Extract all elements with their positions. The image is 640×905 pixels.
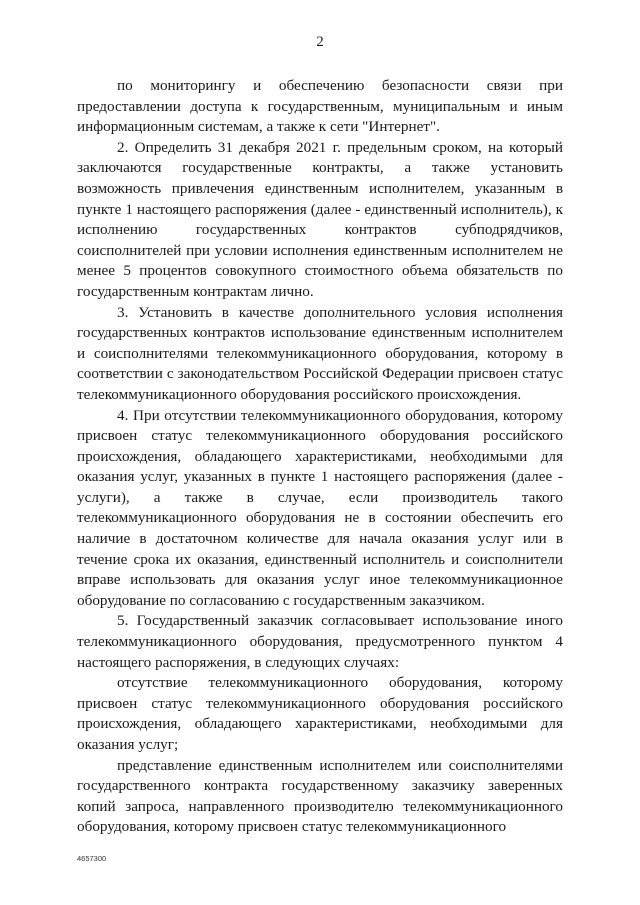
paragraph-item-4: 4. При отсутствии телекоммуникационного оборудования, которому присвоен статус телекоммуникационного оборудования российского происхождения, обладающего характеристиками, необходимыми для оказания услуг, указанных в пункте 1 настоящего распоряжения (далее - услуги), а также в случае, если производитель такого телекоммуникационного оборудования не в состоянии обеспечить его наличие в достаточном количестве для начала оказания услуг или в течение срока их оказания, единственный исполнитель и соисполнители вправе использовать для оказания услуг иное телекоммуникационное оборудование по согласованию с государственным заказчиком.	[77, 406, 563, 609]
paragraph-item-3: 3. Установить в качестве дополнительного условия исполнения государственных контрактов использование единственным исполнителем и соисполнителями телекоммуникационного оборудования, которому в соответствии с законодательством Российской Федерации присвоен статус телекоммуникационного оборудования российского происхождения.	[77, 303, 563, 403]
document-body	[77, 76, 563, 838]
paragraph-case-1: отсутствие телекоммуникационного оборудования, которому присвоен статус телекоммуникационного оборудования российского происхождения, обладающего характеристиками, необходимыми для оказания услуг;	[77, 674, 563, 753]
paragraph-item-2: 2. Определить 31 декабря 2021 г. предельным сроком, на который заключаются государственные контракты, а также установить возможность привлечения единственным исполнителем, указанным в пункте 1 настоящего распоряжения (далее - единственный исполнитель), к исполнению государственных контрактов субподрядчиков, соисполнителей при условии исполнения единственным исполнителем не менее 5 процентов совокупного стоимостного объема обязательств по государственным контрактам лично.	[77, 138, 563, 300]
document-code: 4657300	[77, 854, 107, 863]
paragraph-case-2: представление единственным исполнителем или соисполнителями государственного контракта государственному заказчику заверенных копий запроса, направленного производителю телекоммуникационного оборудования, которому присвоен статус телекоммуникационного	[77, 756, 563, 836]
paragraph-continuation: по мониторингу и обеспечению безопасности связи при предоставлении доступа к государственным, муниципальным и иным информационным системам, а также к сети "Интернет".	[77, 77, 563, 136]
paragraph-item-5: 5. Государственный заказчик согласовывает использование иного телекоммуникационного оборудования, предусмотренного пунктом 4 настоящего распоряжения, в следующих случаях:	[77, 612, 563, 671]
page-number: 2	[316, 34, 324, 50]
